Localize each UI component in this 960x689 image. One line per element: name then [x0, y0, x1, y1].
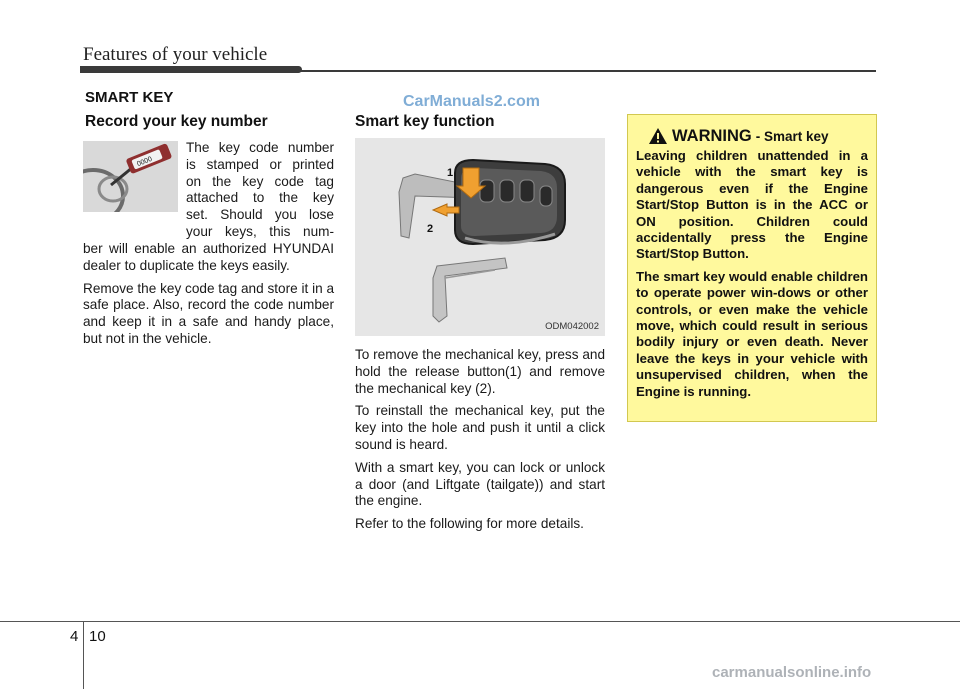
section-title: SMART KEY [85, 89, 174, 106]
footer-rule [0, 621, 960, 622]
page-header-title: Features of your vehicle [83, 44, 268, 65]
wrap-line: attached to the key [186, 190, 334, 206]
warning-header [648, 125, 868, 147]
warning-subtitle: - Smart key [755, 128, 829, 144]
wrap-line: your keys, this num- [186, 223, 334, 239]
warning-paragraph: Leaving children unattended in a vehicle with the smart key is dangerous even if the Engine Start/Stop Button is in the ACC or ON position. Children could accidentally press the Engine Start/Stop Button. [636, 148, 868, 262]
image-code: ODM042002 [545, 321, 599, 332]
heading-smart-key-function: Smart key function [355, 113, 495, 130]
smart-key-illustration [355, 138, 605, 336]
watermark-bottom[interactable]: carmanualsonline.info [712, 664, 872, 681]
warning-triangle-icon [648, 127, 668, 145]
smart-key-function-body [355, 347, 605, 539]
callout-1: 1 [447, 167, 454, 179]
paragraph: To reinstall the mechanical key, put the key into the hole and push it until a click sound is heard. [355, 403, 605, 452]
warning-box [627, 114, 877, 422]
wrap-line: is stamped or printed [186, 156, 334, 172]
chapter-number: 4 [70, 628, 79, 645]
key-number-wrapped-text [186, 140, 334, 241]
page-number: 10 [89, 628, 106, 645]
wrap-line: on the key code tag [186, 173, 334, 189]
heading-record-key-number: Record your key number [85, 113, 268, 130]
warning-title: WARNING [672, 126, 752, 145]
header-rule [300, 70, 876, 72]
wrap-line: set. Should you lose [186, 207, 334, 223]
paragraph: Refer to the following for more details. [355, 516, 584, 532]
paragraph: To remove the mechanical key, press and hold the release button(1) and remove the mechanical key (2). [355, 347, 605, 396]
callout-2: 2 [427, 223, 434, 235]
key-tag-label: 0000 [136, 155, 154, 169]
header-bar [80, 66, 302, 73]
paragraph: Remove the key code tag and store it in a safe place. Also, record the code number and keep it in a safe and handy place, but not in the vehicle. [83, 280, 334, 346]
paragraph: With a smart key, you can lock or unlock a door (and Liftgate (tailgate)) and start the engine. [355, 459, 605, 509]
key-code-tag-photo [83, 141, 178, 212]
warning-paragraph: The smart key would enable children to operate power win-dows or other controls, or even make the vehicle move, which could result in serious bodily injury or even death. Never leave the keys in your vehicle with unsupervised children, when the Engine is running. [636, 268, 868, 399]
wrap-line: The key code number [186, 140, 334, 155]
watermark-top[interactable]: CarManuals2.com [403, 93, 540, 110]
paragraph: ber will enable an authorized HYUNDAI dealer to duplicate the keys easily. [83, 241, 334, 273]
warning-body [636, 148, 868, 400]
key-number-body-text [83, 241, 334, 354]
footer-divider [83, 621, 84, 689]
